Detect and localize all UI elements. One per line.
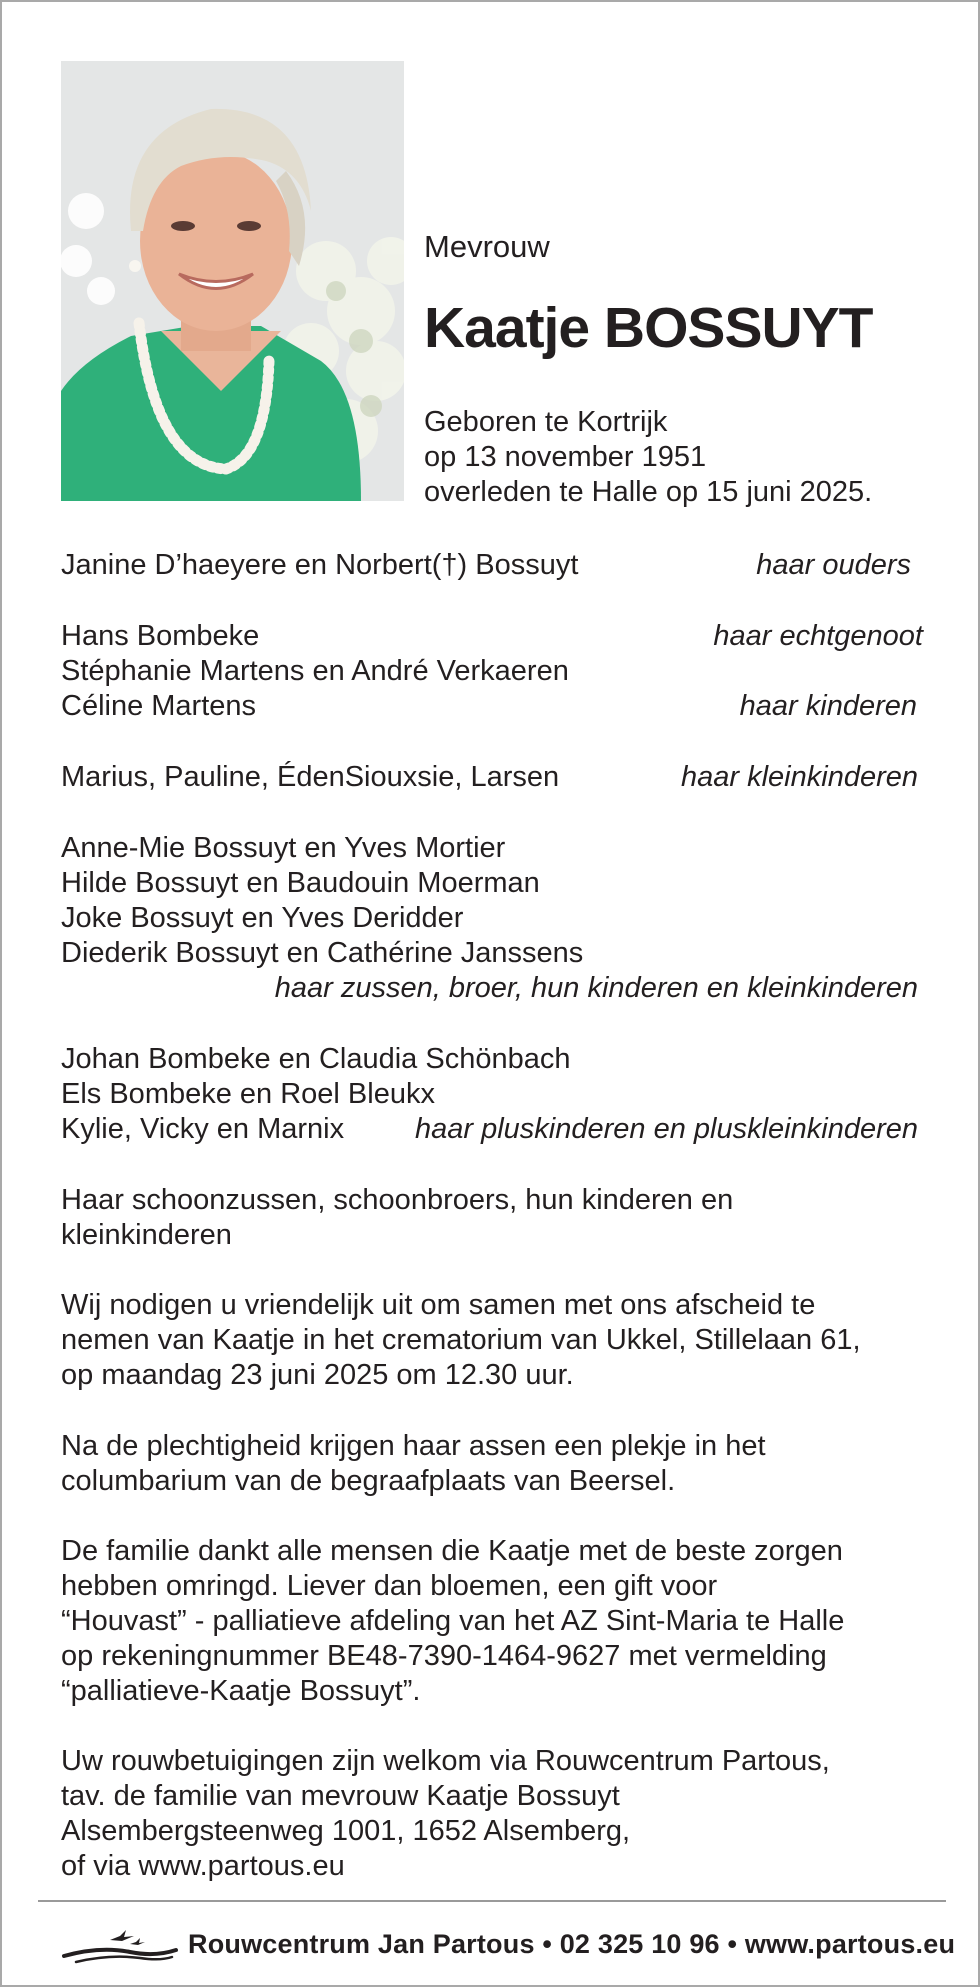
condolences-line: of via www.partous.eu (61, 1850, 345, 1882)
sibling-line: Anne-Mie Bossuyt en Yves Mortier (61, 832, 506, 864)
condolences-line: tav. de familie van mevrouw Kaatje Bossuyt (61, 1780, 620, 1812)
deceased-name: Kaatje BOSSUYT (424, 296, 873, 360)
inlaws-line: Haar schoonzussen, schoonbroers, hun kinderen en (61, 1184, 734, 1216)
salutation: Mevrouw (424, 229, 550, 264)
death-details: overleden te Halle op 15 juni 2025. (424, 476, 873, 508)
children-role: haar kinderen (739, 690, 917, 722)
thanks-line: “palliatieve-Kaatje Bossuyt”. (61, 1675, 421, 1707)
thanks-line: De familie dankt alle mensen die Kaatje met de beste zorgen (61, 1535, 843, 1567)
ashes-line: Na de plechtigheid krijgen haar assen een plekje in het (61, 1430, 766, 1462)
parents-names: Janine D’haeyere en Norbert(†) Bossuyt (61, 549, 579, 581)
inlaws-block (61, 1183, 921, 1253)
parents-role: haar ouders (756, 549, 911, 581)
ashes-paragraph (61, 1429, 921, 1499)
ashes-line: columbarium van de begraafplaats van Beersel. (61, 1465, 676, 1497)
siblings-block (61, 831, 921, 1006)
footer-contact: Rouwcentrum Jan Partous • 02 325 10 96 • www.partous.eu (188, 1929, 956, 1959)
portrait-photo (61, 61, 404, 501)
thanks-line: op rekeningnummer BE48-7390-1464-9627 met vermelding (61, 1640, 827, 1672)
step-line: Els Bombeke en Roel Bleukx (61, 1078, 435, 1110)
sibling-line: Joke Bossuyt en Yves Deridder (61, 902, 464, 934)
footer-divider (38, 1900, 946, 1902)
step-line: Kylie, Vicky en Marnix (61, 1113, 345, 1145)
thanks-line: hebben omringd. Liever dan bloemen, een gift voor (61, 1570, 718, 1602)
ceremony-line: op maandag 23 juni 2025 om 12.30 uur. (61, 1359, 574, 1391)
footer (2, 1920, 980, 1970)
parents-block (61, 548, 921, 583)
child-line: Céline Martens (61, 690, 257, 722)
ceremony-line: Wij nodigen u vriendelijk uit om samen met ons afscheid te (61, 1289, 816, 1321)
birth-date: op 13 november 1951 (424, 441, 707, 473)
grandchildren-role: haar kleinkinderen (681, 761, 918, 793)
thanks-line: “Houvast” - palliatieve afdeling van het AZ Sint-Maria te Halle (61, 1605, 845, 1637)
step-line: Johan Bombeke en Claudia Schönbach (61, 1043, 571, 1075)
condolences-paragraph (61, 1744, 921, 1884)
step-role: haar pluskinderen en pluskleinkinderen (415, 1113, 918, 1145)
condolences-line: Alsembergsteenweg 1001, 1652 Alsemberg, (61, 1815, 631, 1847)
spouse-name: Hans Bombeke (61, 620, 260, 652)
child-line: Stéphanie Martens en André Verkaeren (61, 655, 569, 687)
swallow-wave-logo-icon (60, 1926, 180, 1971)
sibling-line: Diederik Bossuyt en Cathérine Janssens (61, 937, 584, 969)
condolences-line: Uw rouwbetuigingen zijn welkom via Rouwcentrum Partous, (61, 1745, 830, 1777)
grandchildren-names: Marius, Pauline, ÉdenSiouxsie, Larsen (61, 761, 560, 793)
birth-death-details (424, 405, 872, 510)
thanks-paragraph (61, 1534, 921, 1709)
inlaws-line: kleinkinderen (61, 1219, 232, 1251)
step-family-block (61, 1042, 921, 1147)
spouse-children-block (61, 619, 921, 724)
sibling-line: Hilde Bossuyt en Baudouin Moerman (61, 867, 540, 899)
siblings-role: haar zussen, broer, hun kinderen en kleinkinderen (274, 972, 918, 1004)
spouse-role: haar echtgenoot (713, 620, 923, 652)
ceremony-paragraph (61, 1288, 921, 1393)
grandchildren-block (61, 760, 921, 795)
birth-place: Geboren te Kortrijk (424, 406, 668, 438)
ceremony-line: nemen van Kaatje in het crematorium van Ukkel, Stillelaan 61, (61, 1324, 861, 1356)
